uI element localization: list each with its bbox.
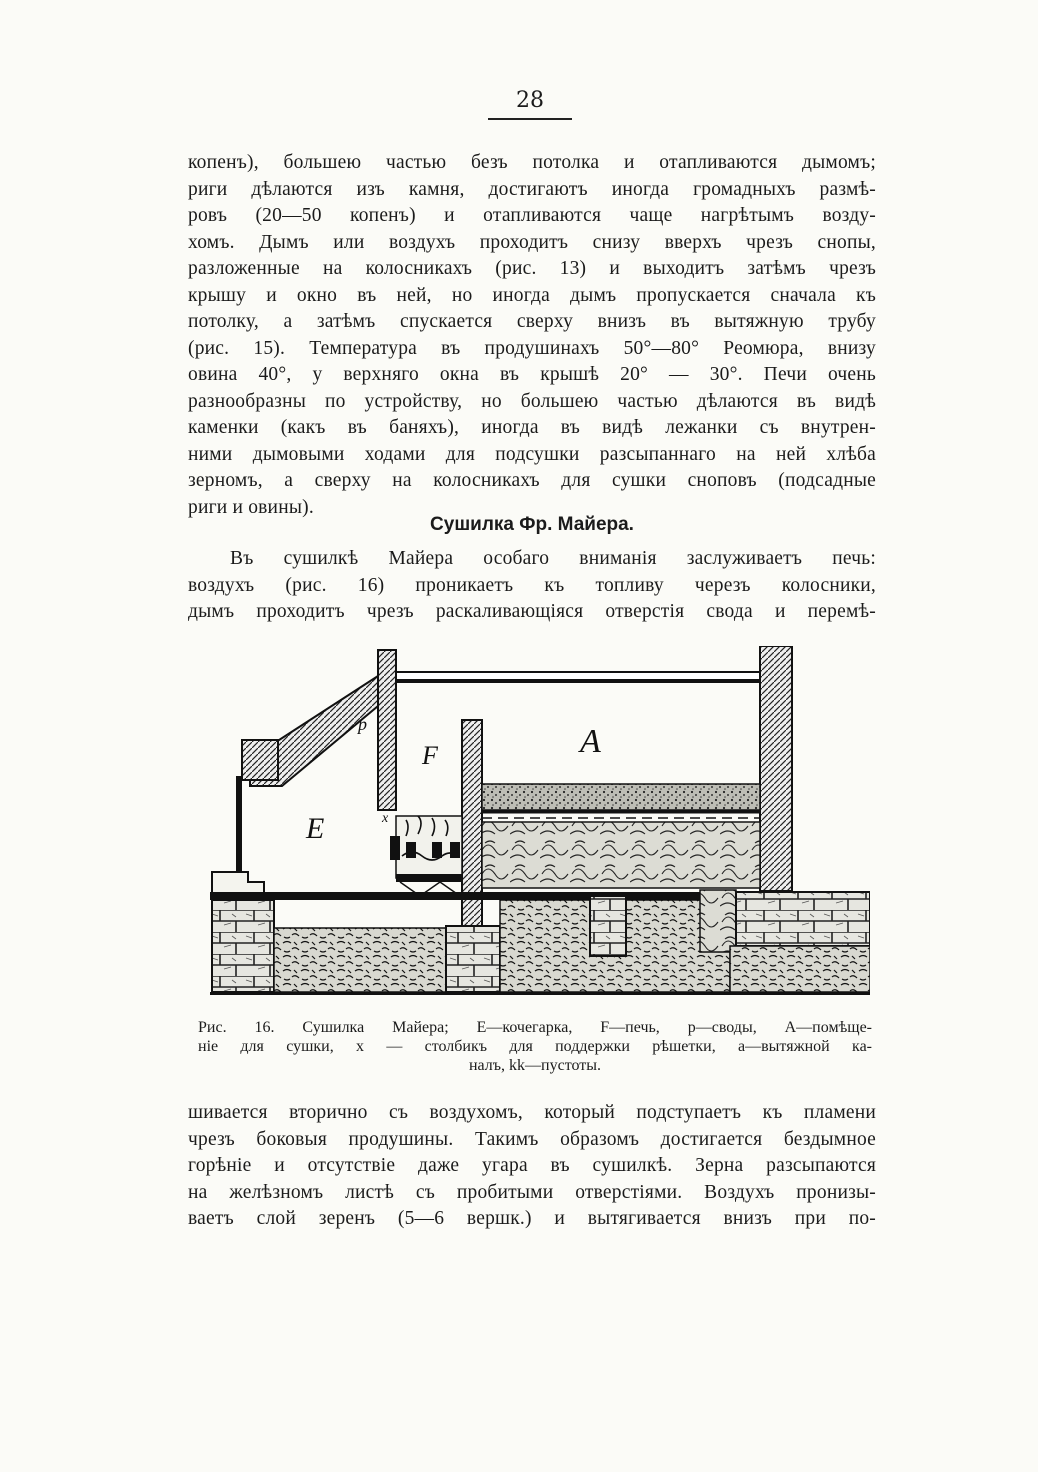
text-line: зерномъ, а сверху на колосникахъ для сушки сноповъ (подсадные xyxy=(188,470,876,491)
text-line: каменки (какъ въ баняхъ), иногда въ видѣ лежанки съ внутрен- xyxy=(188,417,876,438)
text-line: крышу и окно въ ней, но иногда дымъ пропускается сначала къ xyxy=(188,284,876,306)
text-line: риги дѣлаются изъ камня, достигаютъ иногда громадныхъ размѣ- xyxy=(188,178,876,200)
figure-dryer-illustration xyxy=(210,646,870,1008)
text-line: риги и овины). xyxy=(188,496,314,518)
section-heading: Сушилка Фр. Майера. xyxy=(430,514,634,535)
support-pillar xyxy=(590,896,626,956)
caption-line: налъ, kk—пустоты. xyxy=(468,1057,602,1074)
text-line: на желѣзномъ листѣ съ пробитыми отверстіями. Воздухъ пронизы- xyxy=(188,1181,876,1203)
text-line: воздухъ (рис. 16) проникаетъ къ топливу черезъ колосники, xyxy=(188,574,876,596)
ground xyxy=(274,928,454,992)
text-line: ровъ (20—50 копенъ) и отапливаются чаще нагрѣтымъ возду- xyxy=(188,205,876,226)
left-foundation xyxy=(212,900,274,992)
paragraph-3 xyxy=(188,1100,876,1233)
text-line: ваетъ слой зеренъ (5—6 вершк.) и вытягивается внизъ при по- xyxy=(188,1208,876,1229)
paragraph-2 xyxy=(188,546,876,626)
label-F: F xyxy=(422,741,438,770)
text-line: разложенные на колосникахъ (рис. 13) и выходитъ затѣмъ чрезъ xyxy=(188,258,876,279)
text-line: шивается вторично съ воздухомъ, который подступаетъ къ пламени xyxy=(188,1102,876,1123)
text-line: (рис. 15). Температура въ продушинахъ 50°—80° Реомюра, внизу xyxy=(188,337,876,359)
text-line: хомъ. Дымъ или воздухъ проходитъ снизу вверхъ чрезъ снопы, xyxy=(188,231,876,253)
text-line: ними дымовыми ходами для подсушки разсыпаннаго на ней хлѣба xyxy=(188,443,876,465)
roof-beam xyxy=(382,672,770,680)
dryer-diagram xyxy=(210,646,870,1008)
text-line: чрезъ боковыя продушины. Такимъ образомъ достигается бездымное xyxy=(188,1128,876,1150)
text-line: горѣніе и отсутствіе даже угара въ сушилкѣ. Зерна разсыпаются xyxy=(188,1155,876,1176)
label-E: E xyxy=(306,812,325,845)
label-A: A xyxy=(580,723,601,760)
caption-line: Рис. 16. Сушилка Майера; E—кочегарка, F—печь, p—своды, A—помѣще- xyxy=(198,1019,872,1036)
right-foundation xyxy=(736,892,870,946)
caption-line: ніе для сушки, x — столбикъ для поддержки рѣшетки, a—вытяжной ка- xyxy=(198,1038,872,1055)
text-line: разнообразны по устройству, но большею частью дѣлаются въ видѣ xyxy=(188,390,876,412)
paragraph-1 xyxy=(188,150,876,521)
left-post xyxy=(378,650,396,810)
text-line: овина 40°, у верхняго окна въ крышѣ 20° — 30°. Печи очень xyxy=(188,364,876,385)
label-x: x xyxy=(382,811,389,826)
heat-channel xyxy=(482,822,760,888)
label-p: p xyxy=(358,714,367,734)
text-line: Въ сушилкѣ Майера особаго вниманія заслуживаетъ печь: xyxy=(230,548,876,569)
right-wall xyxy=(760,646,792,891)
grain-layer xyxy=(482,784,760,810)
text-line: дымъ проходитъ чрезъ раскаливающіяся отверстія свода и перемѣ- xyxy=(188,601,876,622)
figure-caption xyxy=(198,1018,872,1075)
page-number: 28 xyxy=(516,88,544,113)
text-line: копенъ), большею частью безъ потолка и отапливаются дымомъ; xyxy=(188,152,876,173)
page-number-rule xyxy=(488,118,572,120)
text-line: потолку, а затѣмъ спускается сверху внизъ въ вытяжную трубу xyxy=(188,311,876,332)
